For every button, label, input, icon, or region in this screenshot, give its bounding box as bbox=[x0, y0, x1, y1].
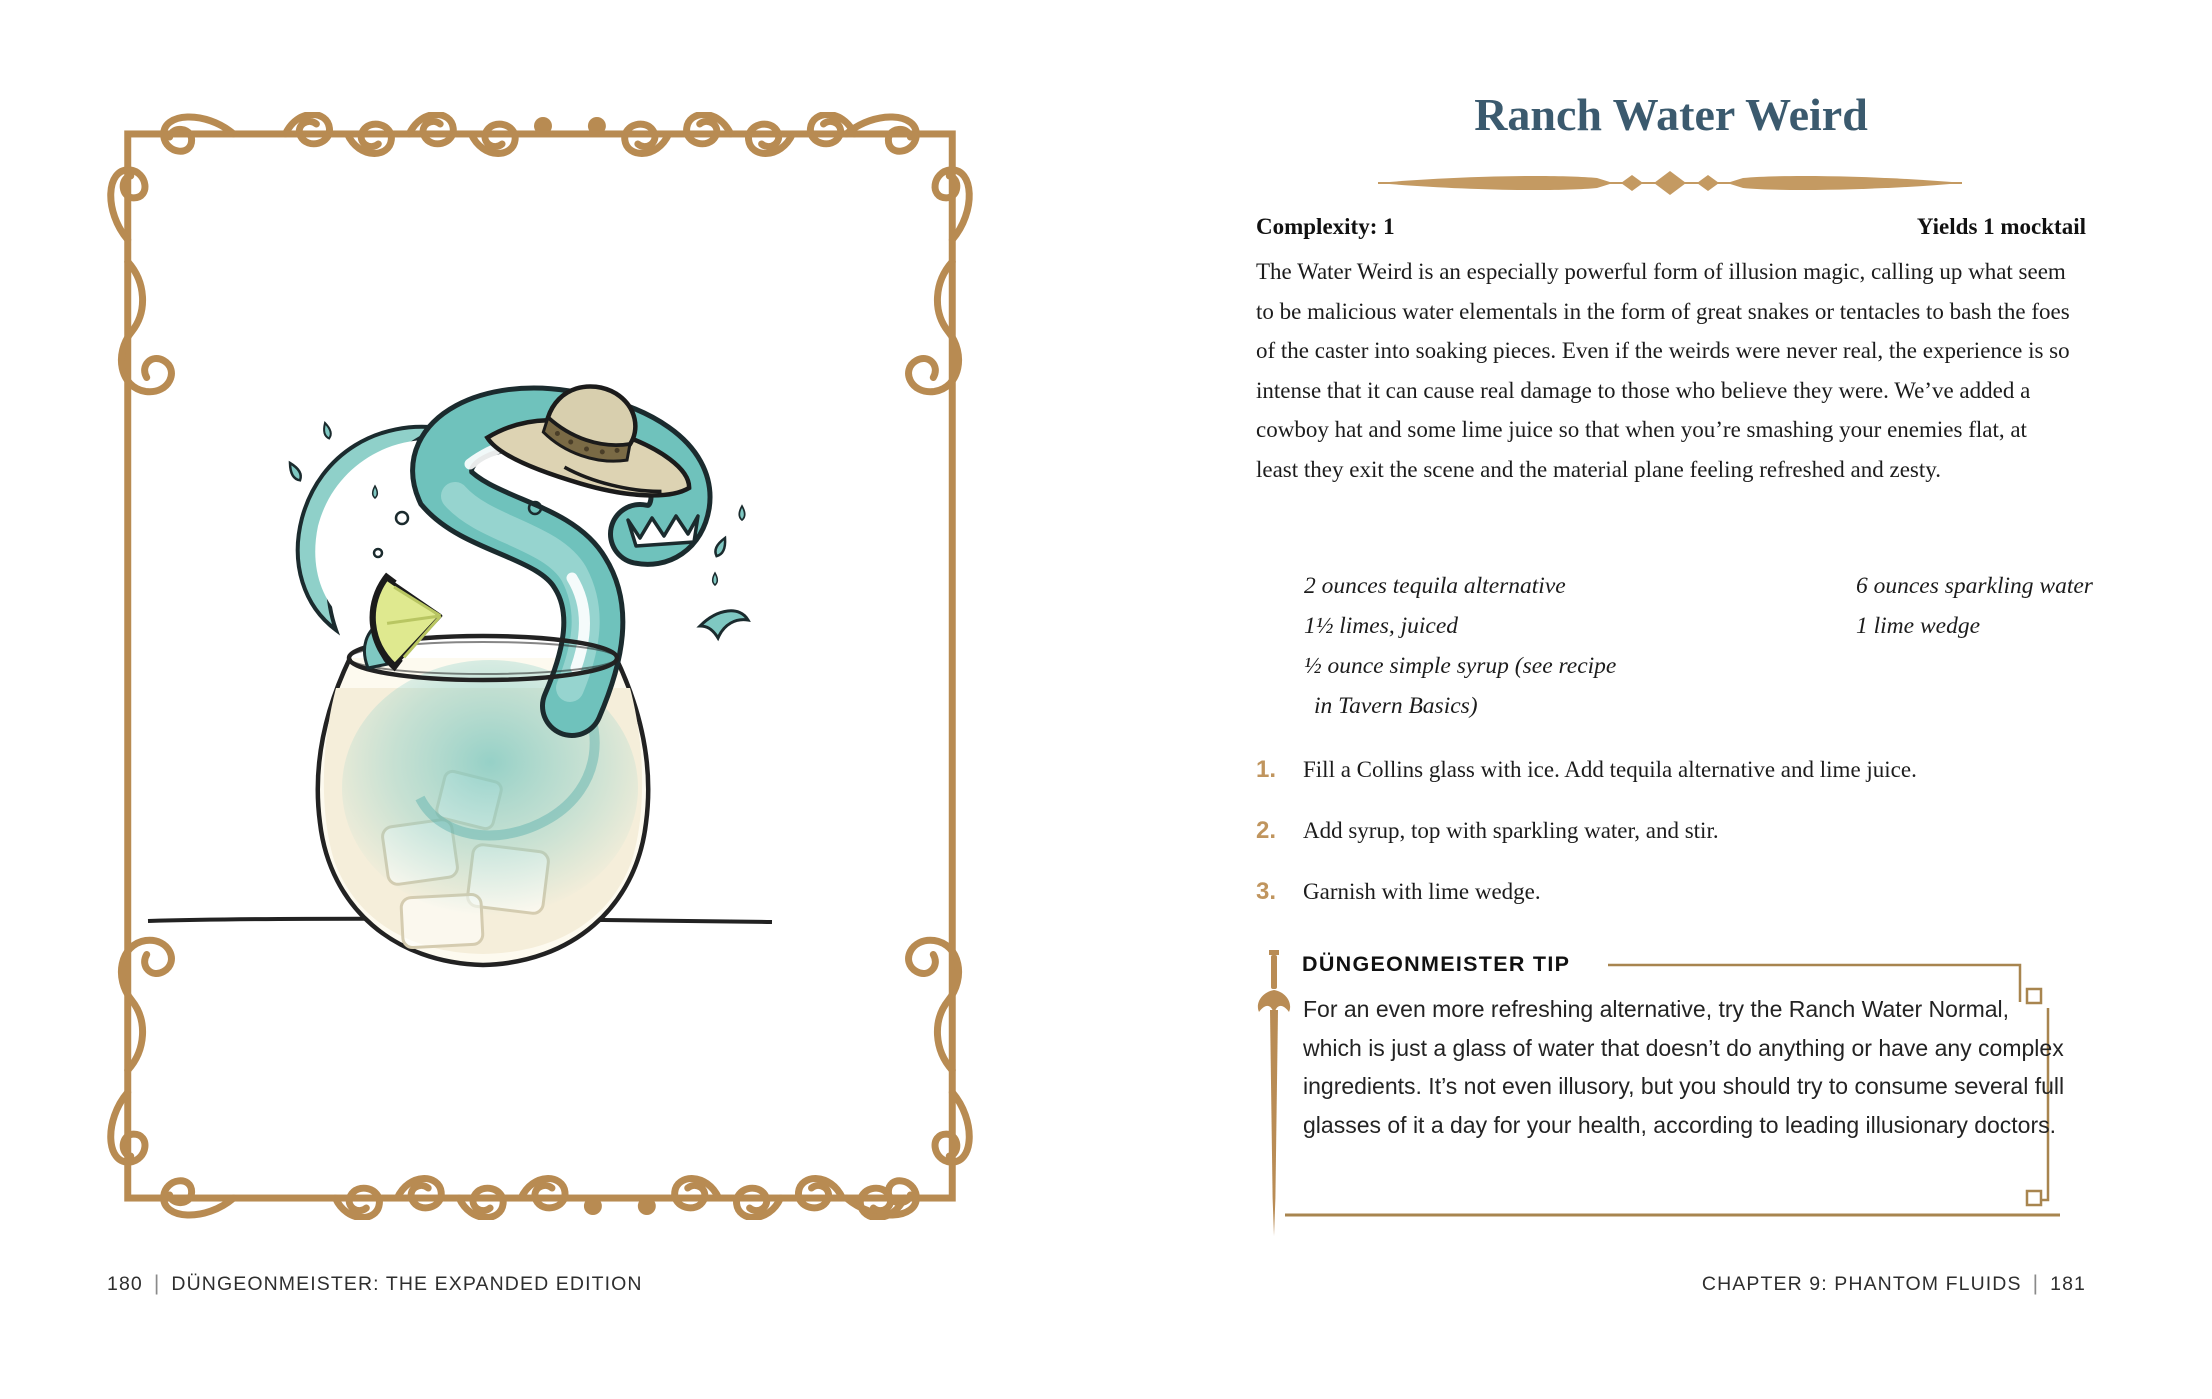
recipe-title: Ranch Water Weird bbox=[1474, 89, 1868, 140]
ingredients-list bbox=[1256, 566, 2116, 726]
step-item bbox=[1256, 872, 1917, 912]
ingredients-column-2 bbox=[1856, 566, 2116, 726]
water-weird-illustration bbox=[140, 368, 780, 988]
step-text: Add syrup, top with sparkling water, and stir. bbox=[1303, 818, 1719, 843]
title-divider-svg bbox=[1375, 170, 1965, 196]
footer-separator: | bbox=[153, 1272, 161, 1295]
ingredient-item: 6 ounces sparkling water bbox=[1856, 573, 2093, 599]
ingredient-item: 2 ounces tequila alternative bbox=[1304, 573, 1566, 599]
ingredient-item: ½ ounce simple syrup (see recipe in Tavern Basics) bbox=[1304, 653, 1617, 719]
right-page-number: 181 bbox=[2050, 1273, 2086, 1295]
ingredients-column-1 bbox=[1304, 566, 1634, 726]
recipe-meta-row bbox=[1256, 214, 2086, 240]
step-number: 3. bbox=[1256, 878, 1277, 905]
book-title: DÜNGEONMEISTER: THE EXPANDED EDITION bbox=[171, 1273, 643, 1295]
step-item bbox=[1256, 750, 1917, 790]
steps-list bbox=[1256, 750, 1917, 933]
ingredient-item: 1½ limes, juiced bbox=[1304, 613, 1459, 639]
step-number: 2. bbox=[1256, 817, 1277, 844]
tip-box bbox=[1256, 948, 2086, 1240]
step-item bbox=[1256, 811, 1917, 851]
water-weird-illustration-svg bbox=[140, 368, 780, 988]
tip-text: For an even more refreshing alternative, try the Ranch Water Normal, which is just a glass of water that doesn’t do anything or have any complex ingredients. It’s not even illusory, but you should try to consume several full glasses of it a day for your health, according to leading illusionary doctors. bbox=[1303, 996, 2065, 1138]
step-text: Garnish with lime wedge. bbox=[1303, 879, 1541, 904]
ingredient-item: 1 lime wedge bbox=[1856, 613, 1980, 639]
tip-heading: DÜNGEONMEISTER TIP bbox=[1302, 952, 1571, 976]
step-text: Fill a Collins glass with ice. Add tequila alternative and lime juice. bbox=[1303, 757, 1917, 782]
title-divider-ornament bbox=[1375, 170, 1965, 196]
left-page-number: 180 bbox=[107, 1273, 143, 1295]
yield-label: Yields 1 mocktail bbox=[1916, 214, 2086, 239]
left-page-footer bbox=[107, 1272, 643, 1296]
right-page bbox=[1106, 0, 2212, 1399]
chapter-title: CHAPTER 9: PHANTOM FLUIDS bbox=[1701, 1273, 2022, 1295]
recipe-description: The Water Weird is an especially powerful form of illusion magic, calling up what seem to be malicious water elementals in the form of great snakes or tentacles to bash the foes of the caster into soaking pieces. Even if the weirds were never real, the experience is so intense that it can cause real damage to those who believe they were. We’ve added a cowboy hat and some lime juice so that when you’re smashing your enemies flat, at least they exit the scene and the material plane feeling refreshed and zesty. bbox=[1256, 259, 2070, 482]
right-page-footer bbox=[1256, 1272, 2086, 1296]
complexity-label: Complexity: 1 bbox=[1256, 214, 1395, 239]
footer-separator: | bbox=[2032, 1272, 2040, 1295]
step-number: 1. bbox=[1256, 756, 1277, 783]
